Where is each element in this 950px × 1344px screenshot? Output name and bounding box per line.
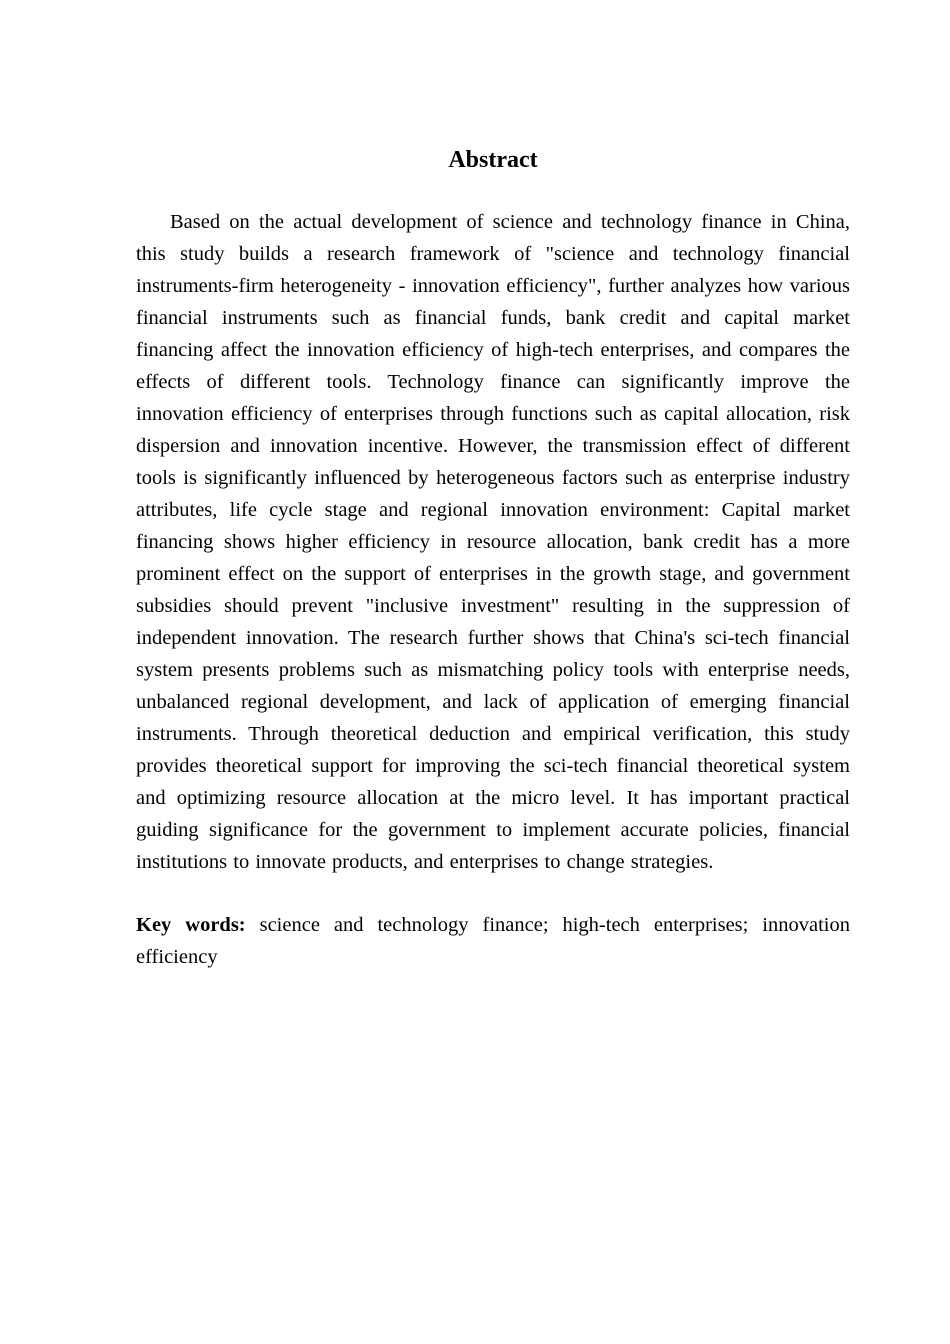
keywords-line: [136, 909, 850, 973]
abstract-body: Based on the actual development of science and technology finance in China, this study builds a research framework of "science and technology financial instruments-firm heterogeneity - innovation efficiency", further analyzes how various financial instruments such as financial funds, bank credit and capital market financing affect the innovation efficiency of high-tech enterprises, and compares the effects of different tools. Technology finance can significantly improve the innovation efficiency of enterprises through functions such as capital allocation, risk dispersion and innovation incentive. However, the transmission effect of different tools is significantly influenced by heterogeneous factors such as enterprise industry attributes, life cycle stage and regional innovation environment: Capital market financing shows higher efficiency in resource allocation, bank credit has a more prominent effect on the support of enterprises in the growth stage, and government subsidies should prevent "inclusive investment" resulting in the suppression of independent innovation. The research further shows that China's sci-tech financial system presents problems such as mismatching policy tools with enterprise needs, unbalanced regional development, and lack of application of emerging financial instruments. Through theoretical deduction and empirical verification, this study provides theoretical support for improving the sci-tech financial theoretical system and optimizing resource allocation at the micro level. It has important practical guiding significance for the government to implement accurate policies, financial institutions to innovate products, and enterprises to change strategies.: [136, 211, 850, 873]
keywords-text: science and technology finance; high-tech enterprises; innovation efficiency: [136, 914, 850, 968]
abstract-title: Abstract: [448, 147, 538, 173]
document-page: [136, 140, 850, 973]
keywords-label: Key words:: [136, 914, 246, 936]
